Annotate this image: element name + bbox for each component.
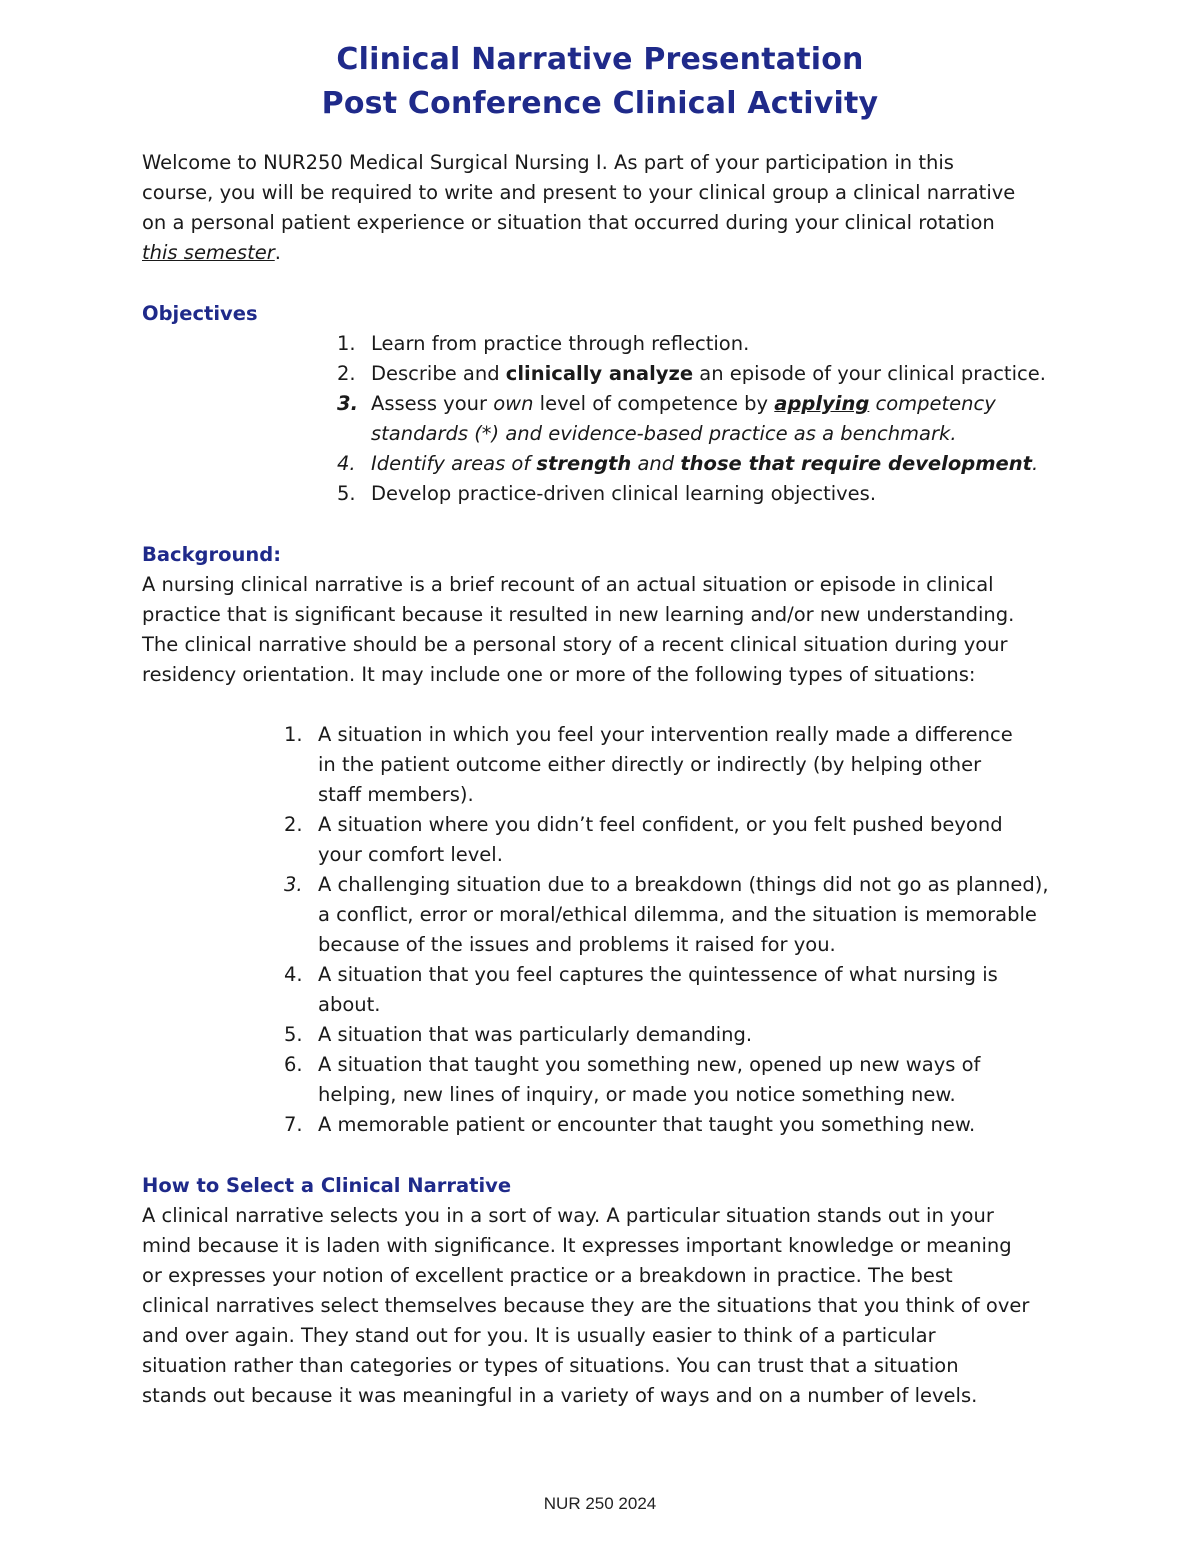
list-number: 3. — [337, 392, 358, 415]
list-item — [284, 870, 1049, 960]
list-text-continued: standards (*) and evidence-based practice as a benchmark. — [371, 422, 957, 445]
italic-run: and — [631, 452, 681, 475]
bold-italic-run: those that require development — [680, 452, 1032, 475]
list-text: about. — [318, 993, 381, 1016]
list-text: A situation where you didn’t feel confident, or you felt pushed beyond — [318, 813, 1003, 836]
list-item — [337, 329, 1046, 359]
list-number: 2. — [284, 813, 303, 836]
background-line: residency orientation. It may include one or more of the following types of situations: — [142, 663, 976, 686]
list-text: A challenging situation due to a breakdown (things did not go as planned), — [318, 873, 1049, 896]
page-footer: NUR 250 2024 — [543, 1494, 657, 1513]
text-run: Assess your — [371, 392, 494, 415]
select-line: mind because it is laden with significance. It expresses important knowledge or meaning — [142, 1234, 1012, 1257]
list-item — [284, 720, 1049, 810]
bold-italic-run: strength — [536, 452, 632, 475]
situations-list — [284, 720, 1049, 1140]
list-number: 4. — [337, 452, 356, 475]
list-text — [371, 389, 1046, 419]
select-line: or expresses your notion of excellent practice or a breakdown in practice. The best — [142, 1264, 953, 1287]
list-text: A situation that taught you something new, opened up new ways of — [318, 1053, 981, 1076]
list-item — [284, 810, 1049, 870]
list-text: because of the issues and problems it raised for you. — [318, 933, 836, 956]
select-line: A clinical narrative selects you in a sort of way. A particular situation stands out in your — [142, 1204, 994, 1227]
background-line: The clinical narrative should be a personal story of a recent clinical situation during your — [142, 633, 1008, 656]
list-item — [337, 479, 1046, 509]
text-run: level of competence by — [533, 392, 775, 415]
italic-run: Identify areas of — [371, 452, 537, 475]
select-heading: How to Select a Clinical Narrative — [142, 1174, 512, 1197]
list-text: Learn from practice through reflection. — [371, 332, 750, 355]
select-line: situation rather than categories or types of situations. You can trust that a situation — [142, 1354, 959, 1377]
list-number: 5. — [337, 482, 356, 505]
objectives-heading: Objectives — [142, 302, 258, 325]
list-item — [337, 389, 1046, 449]
list-text: your comfort level. — [318, 843, 503, 866]
select-line: stands out because it was meaningful in a variety of ways and on a number of levels. — [142, 1384, 978, 1407]
list-text: A situation that was particularly demanding. — [318, 1023, 753, 1046]
list-text: in the patient outcome either directly or indirectly (by helping other — [318, 753, 982, 776]
list-number: 1. — [284, 723, 303, 746]
list-item — [284, 1020, 1049, 1050]
italic-run: competency — [869, 392, 996, 415]
background-heading: Background: — [142, 543, 282, 566]
list-text: Develop practice-driven clinical learning objectives. — [371, 482, 877, 505]
list-item — [284, 1110, 1049, 1140]
text-run: an episode of your clinical practice. — [693, 362, 1046, 385]
list-text — [371, 359, 1046, 389]
list-text: a conflict, error or moral/ethical dilemma, and the situation is memorable — [318, 903, 1037, 926]
intro-line — [142, 238, 1072, 268]
page-subtitle: Post Conference Clinical Activity — [321, 86, 879, 121]
list-text — [371, 449, 1046, 479]
intro-line: course, you will be required to write and present to your clinical group a clinical narrative — [142, 181, 1016, 204]
page-title: Clinical Narrative Presentation — [336, 42, 864, 77]
select-line: clinical narratives select themselves because they are the situations that you think of over — [142, 1294, 1030, 1317]
list-item — [337, 449, 1046, 479]
list-text: helping, new lines of inquiry, or made you notice something new. — [318, 1083, 956, 1106]
objectives-list — [337, 329, 1046, 509]
list-number: 1. — [337, 332, 356, 355]
italic-run: own — [493, 392, 534, 415]
bold-run: clinically analyze — [505, 362, 694, 385]
list-number: 2. — [337, 362, 356, 385]
background-line: practice that is significant because it resulted in new learning and/or new understanding. — [142, 603, 1015, 626]
list-item — [284, 960, 1049, 1020]
intro-line: Welcome to NUR250 Medical Surgical Nursing I. As part of your participation in this — [142, 151, 954, 174]
background-paragraph — [142, 570, 1072, 690]
intro-paragraph — [142, 148, 1072, 268]
intro-period: . — [274, 241, 281, 264]
list-text: A memorable patient or encounter that taught you something new. — [318, 1113, 976, 1136]
select-paragraph — [142, 1201, 1072, 1411]
background-line: A nursing clinical narrative is a brief recount of an actual situation or episode in clinical — [142, 573, 994, 596]
this-semester-emphasis: this semester — [142, 241, 275, 264]
list-text: staff members). — [318, 783, 474, 806]
italic-run: . — [1031, 452, 1039, 475]
list-number: 4. — [284, 963, 303, 986]
intro-line: on a personal patient experience or situation that occurred during your clinical rotation — [142, 211, 995, 234]
bold-italic-run: applying — [774, 392, 870, 415]
select-line: and over again. They stand out for you. It is usually easier to think of a particular — [142, 1324, 936, 1347]
text-run: Describe and — [371, 362, 506, 385]
list-number: 7. — [284, 1113, 303, 1136]
list-number: 3. — [284, 873, 303, 896]
list-item — [284, 1050, 1049, 1110]
list-number: 6. — [284, 1053, 303, 1076]
list-item — [337, 359, 1046, 389]
list-text: A situation that you feel captures the quintessence of what nursing is — [318, 963, 998, 986]
list-number: 5. — [284, 1023, 303, 1046]
list-text: A situation in which you feel your intervention really made a difference — [318, 723, 1013, 746]
